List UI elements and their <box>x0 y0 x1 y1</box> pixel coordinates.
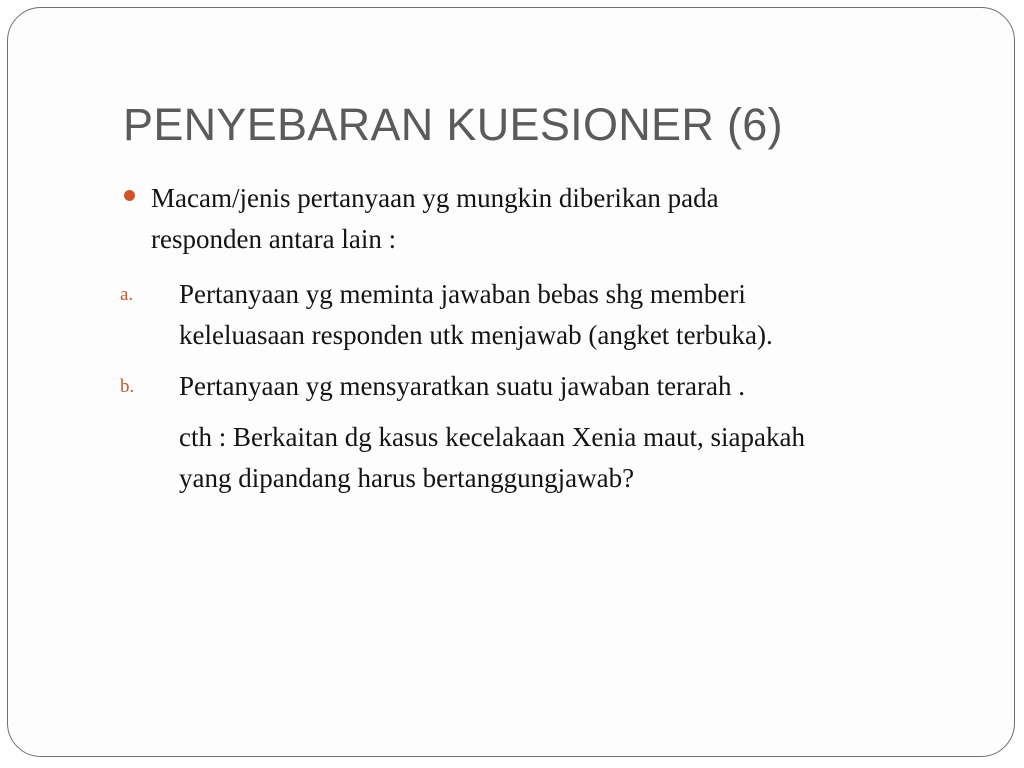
enum-a-line-2: keleluasaan responden utk menjawab (angket terbuka). <box>179 320 773 350</box>
enum-item-a <box>120 274 970 356</box>
slide-title: PENYEBARAN KUESIONER (6) <box>123 99 783 150</box>
example-line-1: cth : Berkaitan dg kasus kecelakaan Xenia maut, siapakah <box>179 422 806 452</box>
bullet-item <box>120 178 970 260</box>
enum-marker-b: b. <box>120 376 135 397</box>
example-paragraph <box>120 417 970 499</box>
bullet-line-1: Macam/jenis pertanyaan yg mungkin diberikan pada <box>151 183 719 213</box>
bullet-dot-icon <box>124 190 135 201</box>
enum-a-line-1: Pertanyaan yg meminta jawaban bebas shg memberi <box>179 279 746 309</box>
slide-frame <box>7 7 1015 757</box>
example-line-2: yang dipandang harus bertanggungjawab? <box>179 463 635 493</box>
enum-marker-a: a. <box>120 284 134 305</box>
enum-item-b <box>120 366 970 407</box>
enum-b-line-1: Pertanyaan yg mensyaratkan suatu jawaban terarah . <box>179 371 746 401</box>
slide-body <box>120 178 970 499</box>
bullet-line-2: responden antara lain : <box>151 224 397 254</box>
